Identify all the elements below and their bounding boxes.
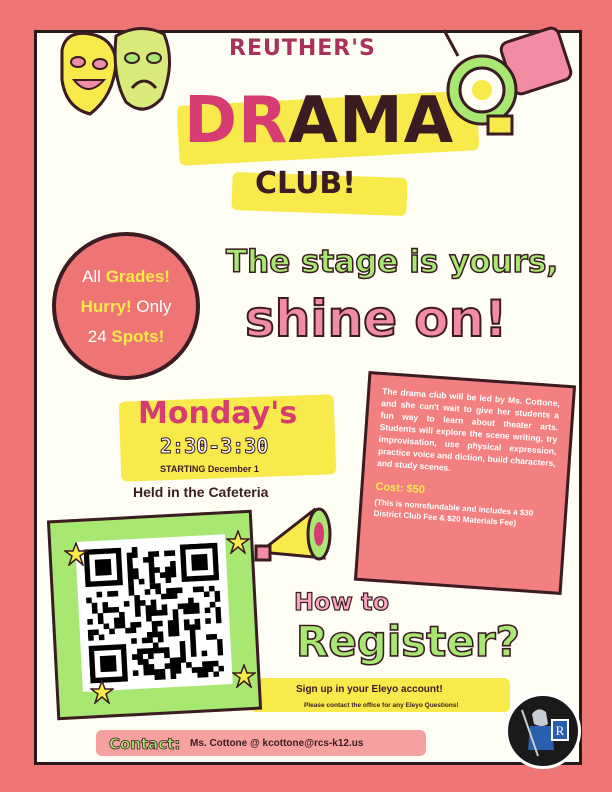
spotlight-icon bbox=[440, 20, 580, 138]
main-title-rest: AMA bbox=[288, 84, 455, 158]
register-heading-small: How to bbox=[294, 588, 390, 616]
main-title-highlight: DR bbox=[184, 84, 289, 158]
eyebrow-title: REUTHER'S bbox=[229, 36, 376, 61]
knight-logo bbox=[505, 693, 581, 769]
schedule-start-date: STARTING December 1 bbox=[160, 464, 259, 474]
badge-line-3: 24 Spots! bbox=[87, 327, 165, 346]
schedule-day: Monday's bbox=[138, 396, 298, 431]
megaphone-icon bbox=[254, 500, 340, 576]
signup-instruction: Sign up in your Eleyo account! bbox=[296, 684, 443, 695]
contact-email[interactable]: Ms. Cottone @ kcottone@rcs-k12.us bbox=[190, 738, 364, 749]
main-title bbox=[184, 84, 454, 158]
subtitle: CLUB! bbox=[255, 166, 356, 201]
star-icon bbox=[64, 542, 88, 566]
office-note: Please contact the office for any Eleyo Questions! bbox=[304, 702, 459, 709]
comedy-tragedy-masks-icon bbox=[56, 22, 180, 138]
badge-line-1: All Grades! bbox=[82, 267, 170, 286]
register-heading-large: Register? bbox=[296, 617, 520, 666]
cost-label: Cost: $50 bbox=[375, 480, 426, 497]
contact-label: Contact: bbox=[109, 735, 181, 753]
schedule-time: 2:30-3:30 bbox=[160, 434, 269, 458]
club-description: The drama club will be led by Ms. Cottone, and she can't wait to give her students a fun way to learn about theater arts. Students will explore the scene writing, try improvisation, use physical expression, practice voice and diction, build characters, and study scenes. bbox=[376, 386, 561, 473]
badge-line-2: Hurry! Only bbox=[80, 297, 172, 316]
tagline-line-1: The stage is yours, bbox=[226, 244, 559, 280]
schedule-location: Held in the Cafeteria bbox=[133, 484, 269, 500]
svg-text:R: R bbox=[555, 723, 565, 738]
cost-note: (This is nonrefundable and includes a $30 District Club Fee & $20 Materials Fee) bbox=[373, 497, 534, 528]
info-box bbox=[354, 371, 576, 595]
star-icon bbox=[226, 530, 250, 554]
star-icon bbox=[232, 664, 256, 688]
qr-code[interactable] bbox=[75, 534, 233, 692]
grades-badge bbox=[52, 232, 200, 380]
tagline-line-2: shine on! bbox=[245, 290, 508, 348]
star-icon bbox=[90, 680, 114, 704]
